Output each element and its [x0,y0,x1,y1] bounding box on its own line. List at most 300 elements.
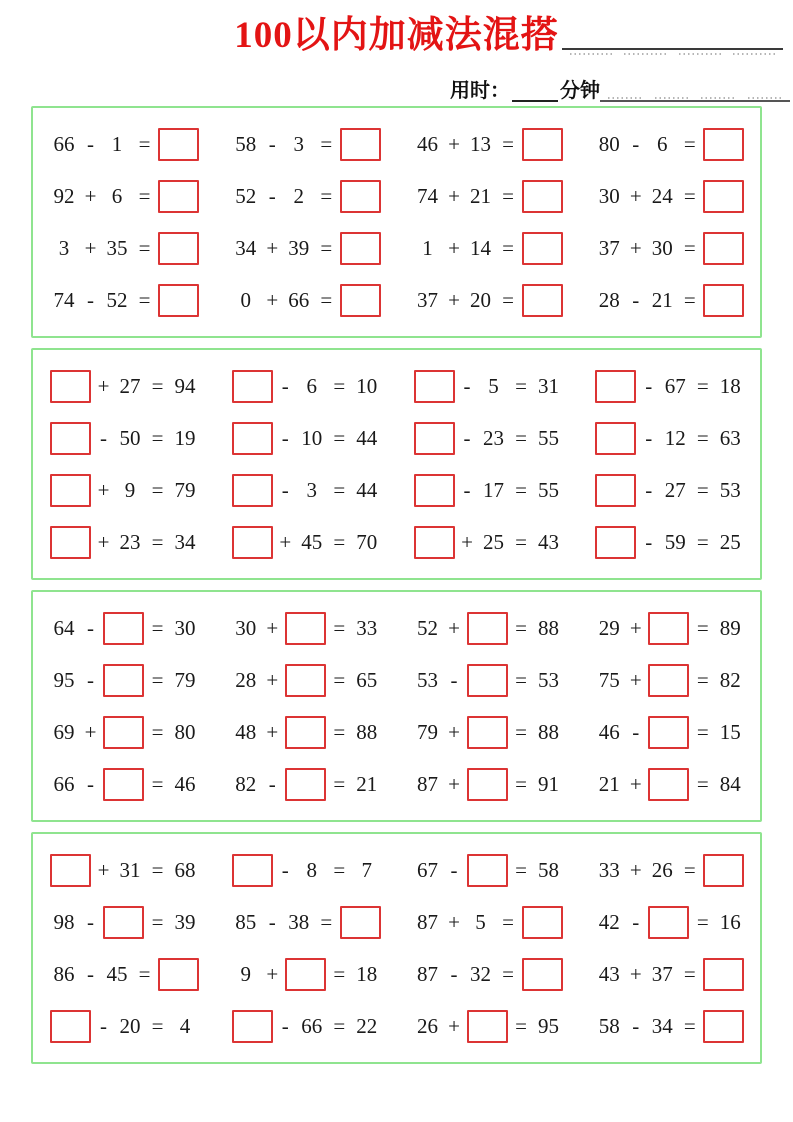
answer-box[interactable] [522,180,563,213]
equals-sign: = [515,719,527,744]
equals-sign: = [151,909,164,934]
problem [215,716,397,749]
result: 46 [174,771,196,796]
result: 55 [538,425,559,450]
page-title: 100以内加减法混搭 [234,15,559,56]
problem-section-3 [31,590,762,822]
equals-sign: = [333,1013,346,1038]
operand-a: 87 [417,961,438,986]
result: 79 [174,667,196,692]
answer-box[interactable] [158,284,199,317]
operand-b: 45 [301,529,323,554]
result: 30 [174,615,196,640]
problem [33,526,215,559]
problem [33,370,215,403]
operand-b: 24 [651,183,673,208]
operand-b: 12 [664,425,686,450]
plus-sign: + [266,961,279,986]
problem [215,284,397,317]
operand-a: 85 [235,909,257,934]
problem [397,612,579,645]
operand-a: 48 [235,719,257,744]
problem [33,958,215,991]
plus-sign: + [448,719,460,744]
problem [33,232,215,265]
minus-sign: - [100,1013,107,1038]
plus-sign: + [266,719,279,744]
answer-box[interactable] [103,906,144,939]
answer-box[interactable] [414,526,455,559]
problem [578,284,760,317]
minus-sign: - [281,857,289,882]
operand-a: 80 [598,131,620,156]
title-row [0,14,793,62]
equals-sign: = [333,373,346,398]
problem [33,768,215,801]
answer-box[interactable] [467,716,508,749]
result: 80 [174,719,196,744]
equals-sign: = [696,529,709,554]
result: 34 [174,529,196,554]
operand-a: 33 [598,857,620,882]
problem-row [33,464,760,516]
problem [215,612,397,645]
minus-sign: - [645,477,653,502]
problem [578,1010,760,1043]
equals-sign: = [320,183,333,208]
answer-box[interactable] [414,370,455,403]
equals-sign: = [333,719,346,744]
operand-a: 87 [417,771,438,796]
operand-b: 6 [306,373,317,398]
equals-sign: = [320,909,333,934]
answer-box[interactable] [703,854,744,887]
equals-sign: = [138,961,151,986]
problem [33,128,215,161]
result: 88 [538,615,559,640]
answer-box[interactable] [467,854,508,887]
operand-b: 31 [119,857,141,882]
operand-b: 2 [293,183,304,208]
problem-row [33,654,760,706]
operand-b: 5 [475,909,486,934]
operand-b: 67 [664,373,686,398]
problem [33,180,215,213]
answer-box[interactable] [340,180,381,213]
answer-box[interactable] [414,422,455,455]
result: 70 [356,529,378,554]
problem [578,232,760,265]
problem-row [33,844,760,896]
answer-box[interactable] [467,612,508,645]
operand-b: 45 [106,961,128,986]
problem-row [33,1000,760,1052]
minus-sign: - [268,131,276,156]
answer-box[interactable] [103,664,144,697]
equals-sign: = [333,615,346,640]
answer-box[interactable] [285,612,326,645]
plus-sign: + [266,667,279,692]
problem [578,180,760,213]
answer-box[interactable] [595,422,636,455]
equals-sign: = [683,1013,696,1038]
answer-box[interactable] [285,768,326,801]
answer-box[interactable] [595,370,636,403]
answer-box[interactable] [232,370,273,403]
answer-box[interactable] [103,716,144,749]
answer-box[interactable] [50,854,91,887]
operand-a: 75 [598,667,620,692]
problem-row [33,948,760,1000]
problem [215,906,397,939]
sections [0,106,793,1064]
result: 15 [719,719,741,744]
result: 82 [719,667,741,692]
problem [215,232,397,265]
answer-box[interactable] [522,906,563,939]
time-write-line[interactable] [600,92,790,102]
time-unit-label: 分钟 [560,80,600,102]
minus-sign: - [645,425,653,450]
problem [397,664,579,697]
result: 58 [538,857,559,882]
minus-sign: - [632,131,640,156]
operand-a: 53 [417,667,438,692]
time-blank-line[interactable] [512,82,558,102]
problem-row [33,274,760,326]
operand-a: 52 [417,615,438,640]
problem [215,128,397,161]
problem [578,906,760,939]
problem [397,232,579,265]
result: 88 [538,719,559,744]
minus-sign: - [268,771,276,796]
answer-box[interactable] [158,128,199,161]
equals-sign: = [502,235,514,260]
equals-sign: = [515,373,527,398]
answer-box[interactable] [703,1010,744,1043]
result: 44 [356,477,378,502]
minus-sign: - [281,373,289,398]
operand-b: 17 [483,477,504,502]
operand-b: 21 [470,183,491,208]
answer-box[interactable] [467,1010,508,1043]
operand-a: 9 [240,961,251,986]
answer-box[interactable] [648,768,689,801]
plus-sign: + [448,287,460,312]
equals-sign: = [515,1013,527,1038]
result: 84 [719,771,741,796]
answer-box[interactable] [232,422,273,455]
equals-sign: = [151,771,164,796]
equals-sign: = [151,425,164,450]
answer-box[interactable] [232,1010,273,1043]
answer-box[interactable] [414,474,455,507]
operand-a: 58 [598,1013,620,1038]
equals-sign: = [333,667,346,692]
operand-b: 38 [288,909,310,934]
equals-sign: = [696,477,709,502]
minus-sign: - [87,287,94,312]
equals-sign: = [696,771,709,796]
minus-sign: - [450,857,458,882]
minus-sign: - [632,719,640,744]
operand-a: 26 [417,1013,438,1038]
equals-sign: = [515,667,527,692]
answer-box[interactable] [158,958,199,991]
equals-sign: = [151,719,164,744]
equals-sign: = [515,425,527,450]
equals-sign: = [151,373,164,398]
operand-b: 66 [288,287,310,312]
problem [397,526,579,559]
answer-box[interactable] [340,906,381,939]
answer-box[interactable] [467,768,508,801]
minus-sign: - [281,477,289,502]
equals-sign: = [502,183,514,208]
plus-sign: + [448,235,460,260]
problem [578,612,760,645]
answer-box[interactable] [285,716,326,749]
problem [397,768,579,801]
result: 10 [356,373,378,398]
operand-a: 67 [417,857,438,882]
result: 88 [356,719,378,744]
equals-sign: = [696,667,709,692]
answer-box[interactable] [648,664,689,697]
answer-box[interactable] [467,664,508,697]
operand-a: 46 [598,719,620,744]
operand-b: 3 [306,477,317,502]
minus-sign: - [268,183,276,208]
minus-sign: - [100,425,107,450]
equals-sign: = [696,425,709,450]
operand-b: 1 [111,131,123,156]
time-row [0,80,793,102]
operand-b: 8 [306,857,317,882]
problem-row [33,412,760,464]
equals-sign: = [320,287,333,312]
operand-b: 14 [470,235,491,260]
answer-box[interactable] [232,854,273,887]
operand-b: 30 [651,235,673,260]
answer-box[interactable] [285,664,326,697]
answer-box[interactable] [50,422,91,455]
operand-b: 20 [119,1013,141,1038]
plus-sign: + [97,857,110,882]
answer-box[interactable] [595,474,636,507]
problem [397,284,579,317]
problem-row [33,758,760,810]
answer-box[interactable] [648,612,689,645]
equals-sign: = [683,235,696,260]
operand-b: 27 [119,373,141,398]
minus-sign: - [268,909,276,934]
answer-box[interactable] [595,526,636,559]
plus-sign: + [629,235,642,260]
answer-box[interactable] [50,370,91,403]
answer-box[interactable] [648,716,689,749]
result: 18 [719,373,741,398]
problem [215,526,397,559]
answer-box[interactable] [340,128,381,161]
answer-box[interactable] [103,612,144,645]
answer-box[interactable] [703,128,744,161]
problem [33,906,215,939]
answer-box[interactable] [648,906,689,939]
answer-box[interactable] [50,1010,91,1043]
operand-b: 26 [651,857,673,882]
equals-sign: = [151,529,164,554]
problem [33,854,215,887]
minus-sign: - [450,667,458,692]
time-label: 用时： [450,80,510,102]
operand-a: 95 [53,667,75,692]
answer-box[interactable] [703,180,744,213]
problem-row [33,706,760,758]
operand-b: 34 [651,1013,673,1038]
problem [397,474,579,507]
answer-box[interactable] [50,526,91,559]
problem [215,180,397,213]
answer-box[interactable] [703,284,744,317]
operand-b: 50 [119,425,141,450]
plus-sign: + [84,719,97,744]
minus-sign: - [87,909,94,934]
minus-sign: - [632,909,640,934]
operand-b: 13 [470,131,491,156]
plus-sign: + [279,529,292,554]
operand-b: 21 [651,287,673,312]
operand-b: 39 [288,235,310,260]
problem [215,768,397,801]
problem [33,1010,215,1043]
result: 53 [719,477,741,502]
equals-sign: = [502,287,514,312]
answer-box[interactable] [340,284,381,317]
equals-sign: = [333,961,346,986]
minus-sign: - [645,373,653,398]
operand-a: 34 [235,235,257,260]
problem [33,284,215,317]
equals-sign: = [333,857,346,882]
equals-sign: = [320,235,333,260]
operand-b: 10 [301,425,323,450]
result: 55 [538,477,559,502]
equals-sign: = [683,131,696,156]
result: 31 [538,373,559,398]
operand-a: 82 [235,771,257,796]
equals-sign: = [333,771,346,796]
problem [397,128,579,161]
problem [578,128,760,161]
problem [578,526,760,559]
operand-b: 59 [664,529,686,554]
name-write-line[interactable] [562,48,783,60]
problem [397,716,579,749]
answer-box[interactable] [703,958,744,991]
answer-box[interactable] [232,474,273,507]
operand-b: 25 [483,529,504,554]
answer-box[interactable] [232,526,273,559]
result: 94 [174,373,196,398]
problem [33,664,215,697]
answer-box[interactable] [340,232,381,265]
answer-box[interactable] [522,128,563,161]
answer-box[interactable] [522,232,563,265]
result: 33 [356,615,378,640]
answer-box[interactable] [50,474,91,507]
equals-sign: = [333,425,346,450]
plus-sign: + [629,615,642,640]
problem [215,958,397,991]
plus-sign: + [448,909,460,934]
operand-a: 98 [53,909,75,934]
operand-a: 29 [598,615,620,640]
time-line-dots [600,97,790,99]
operand-a: 66 [53,131,75,156]
operand-a: 28 [598,287,620,312]
answer-box[interactable] [522,284,563,317]
problem [215,474,397,507]
operand-a: 30 [235,615,257,640]
result: 95 [538,1013,559,1038]
answer-box[interactable] [285,958,326,991]
minus-sign: - [87,771,94,796]
equals-sign: = [151,857,164,882]
plus-sign: + [448,183,460,208]
equals-sign: = [151,615,164,640]
equals-sign: = [696,615,709,640]
equals-sign: = [696,909,709,934]
answer-box[interactable] [158,232,199,265]
problem [33,612,215,645]
result: 79 [174,477,196,502]
plus-sign: + [629,771,642,796]
equals-sign: = [333,529,346,554]
minus-sign: - [281,1013,289,1038]
plus-sign: + [266,235,279,260]
operand-a: 37 [598,235,620,260]
operand-b: 5 [488,373,499,398]
operand-a: 3 [58,235,70,260]
minus-sign: - [87,615,94,640]
operand-a: 74 [53,287,75,312]
plus-sign: + [448,1013,460,1038]
equals-sign: = [515,771,527,796]
operand-b: 37 [651,961,673,986]
operand-b: 20 [470,287,491,312]
operand-a: 30 [598,183,620,208]
answer-box[interactable] [158,180,199,213]
equals-sign: = [138,131,151,156]
minus-sign: - [463,425,471,450]
problem-section-2 [31,348,762,580]
operand-b: 6 [657,131,668,156]
answer-box[interactable] [703,232,744,265]
plus-sign: + [629,183,642,208]
plus-sign: + [448,131,460,156]
plus-sign: + [97,529,110,554]
equals-sign: = [138,183,151,208]
equals-sign: = [502,961,514,986]
problem [578,664,760,697]
problem [578,958,760,991]
answer-box[interactable] [103,768,144,801]
problem [397,854,579,887]
answer-box[interactable] [522,958,563,991]
equals-sign: = [138,287,151,312]
